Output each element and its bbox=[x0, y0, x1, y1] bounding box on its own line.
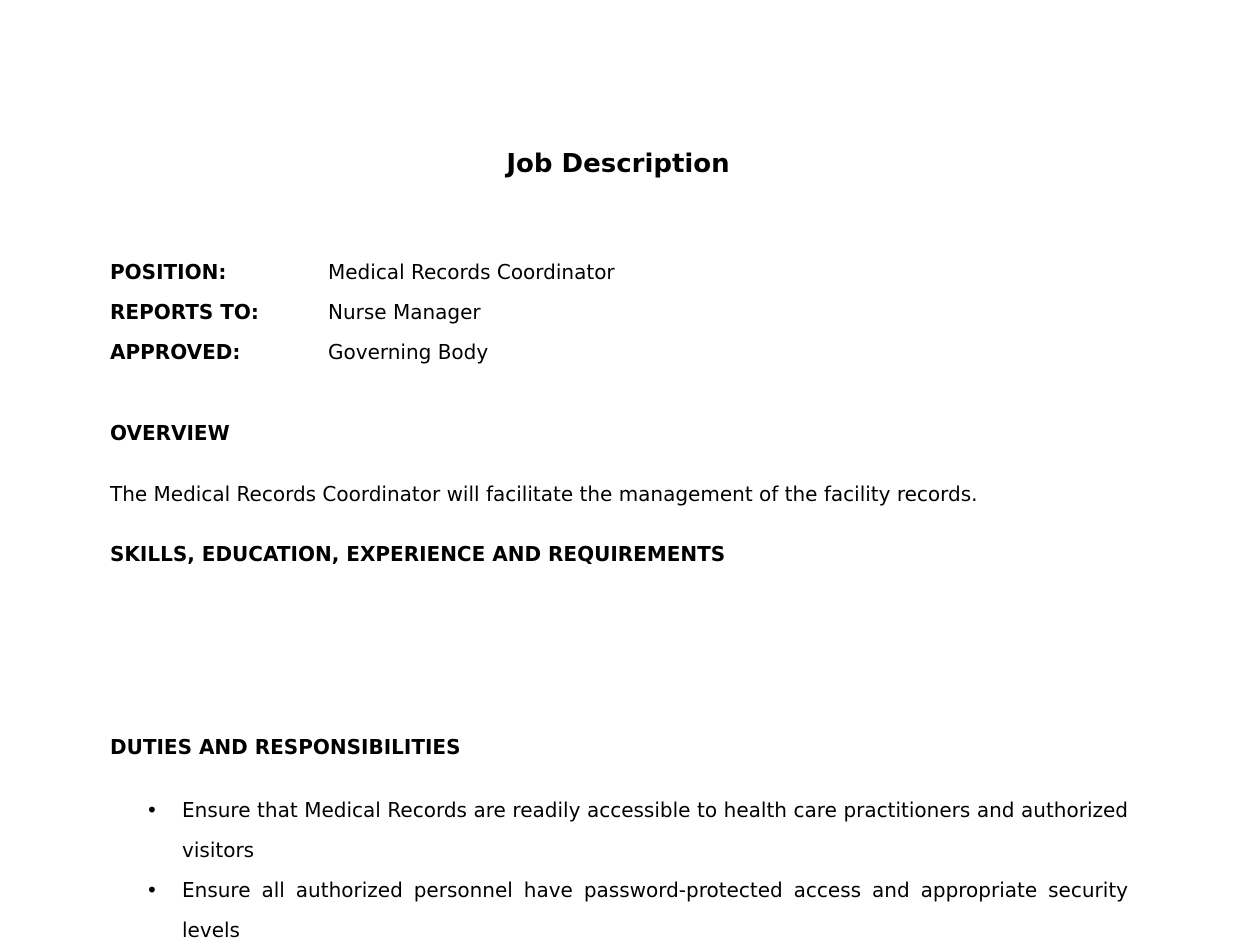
reports-to-label: REPORTS TO: bbox=[110, 300, 259, 324]
duties-heading: DUTIES AND RESPONSIBILITIES bbox=[110, 735, 461, 759]
document-title: Job Description bbox=[506, 149, 730, 179]
approved-label: APPROVED: bbox=[110, 340, 241, 364]
overview-text: The Medical Records Coordinator will facilitate the management of the facility records. bbox=[110, 482, 978, 506]
overview-heading: OVERVIEW bbox=[110, 421, 230, 445]
list-item bbox=[0, 870, 1128, 950]
position-label: POSITION: bbox=[110, 260, 227, 284]
skills-heading: SKILLS, EDUCATION, EXPERIENCE AND REQUIREMENTS bbox=[110, 542, 726, 566]
duties-list bbox=[0, 790, 1236, 950]
position-value: Medical Records Coordinator bbox=[328, 260, 615, 284]
bullet-icon: • bbox=[146, 878, 158, 902]
list-item-text: Ensure that Medical Records are readily accessible to health care practitioners and authorized visitors bbox=[182, 798, 1128, 862]
list-item-text: Ensure all authorized personnel have password-protected access and appropriate security levels bbox=[182, 878, 1128, 942]
list-item bbox=[0, 790, 1128, 870]
approved-value: Governing Body bbox=[328, 340, 489, 364]
bullet-icon: • bbox=[146, 798, 158, 822]
reports-to-value: Nurse Manager bbox=[328, 300, 481, 324]
